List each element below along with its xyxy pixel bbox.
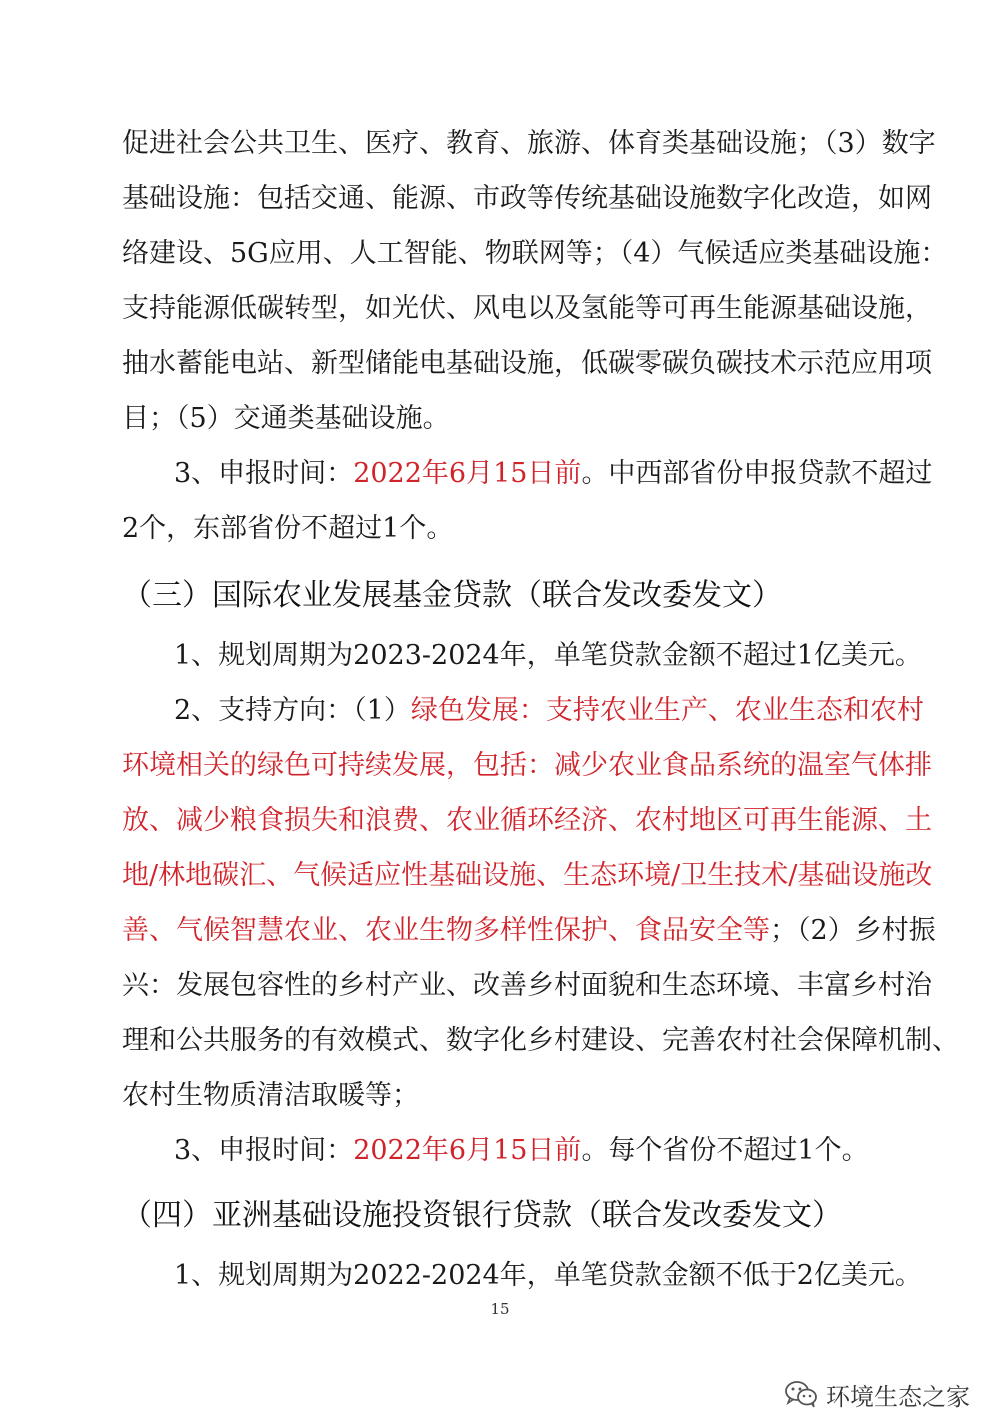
page-number: 15 <box>490 1300 510 1318</box>
watermark-text: 环境生态之家 <box>826 1382 970 1411</box>
deadline-line <box>174 454 933 494</box>
deadline-label: 3、申报时间： <box>174 458 354 489</box>
text-line: 促进社会公共卫生、医疗、教育、旅游、体育类基础设施；（3）数字 <box>122 128 936 159</box>
text-line <box>122 911 936 951</box>
deadline-note: 。每个省份不超过1个。 <box>581 1135 869 1166</box>
text-line: 支持能源低碳转型，如光伏、风电以及氢能等可再生能源基础设施， <box>122 293 932 324</box>
highlight-line: 环境相关的绿色可持续发展，包括：减少农业食品系统的温室气体排 <box>122 750 932 781</box>
highlight-text: 绿色发展：支持农业生产、农业生态和农村 <box>410 695 924 726</box>
support-direction-label: 2、支持方向：（1） <box>174 695 411 726</box>
text-segment: ；（2）乡村振 <box>770 915 936 946</box>
text-line: 1、规划周期为2023-2024年，单笔贷款金额不超过1亿美元。 <box>174 640 922 671</box>
text-line: 兴：发展包容性的乡村产业、改善乡村面貌和生态环境、丰富乡村治 <box>122 970 932 1001</box>
text-line: 基础设施：包括交通、能源、市政等传统基础设施数字化改造，如网 <box>122 183 932 214</box>
section-heading-4: （四）亚洲基础设施投资银行贷款（联合发改委发文） <box>122 1198 842 1233</box>
text-line: 抽水蓄能电站、新型储能电基础设施，低碳零碳负碳技术示范应用项 <box>122 348 932 379</box>
deadline-date: 2022年6月15日前 <box>353 458 582 489</box>
deadline-note: 。中西部省份申报贷款不超过 <box>581 458 933 489</box>
highlight-line: 放、减少粮食损失和浪费、农业循环经济、农村地区可再生能源、土 <box>122 805 932 836</box>
text-line: 目；（5）交通类基础设施。 <box>122 403 450 434</box>
wechat-icon <box>784 1379 818 1409</box>
highlight-text: 善、气候智慧农业、农业生物多样性保护、食品安全等 <box>122 915 770 946</box>
highlight-line: 地/林地碳汇、气候适应性基础设施、生态环境/卫生技术/基础设施改 <box>122 860 933 891</box>
deadline-line <box>174 1131 882 1171</box>
text-line: 络建设、5G应用、人工智能、物联网等；（4）气候适应类基础设施： <box>122 238 948 269</box>
deadline-date: 2022年6月15日前 <box>353 1135 582 1166</box>
watermark <box>784 1376 970 1412</box>
deadline-label: 3、申报时间： <box>174 1135 354 1166</box>
section-heading-3: （三）国际农业发展基金贷款（联合发改委发文） <box>122 578 782 613</box>
text-line: 农村生物质清洁取暖等； <box>122 1080 419 1111</box>
text-line: 理和公共服务的有效模式、数字化乡村建设、完善农村社会保障机制、 <box>122 1025 959 1056</box>
text-line: 1、规划周期为2022-2024年，单笔贷款金额不低于2亿美元。 <box>174 1260 922 1291</box>
support-direction-line <box>174 691 924 731</box>
text-line: 2个，东部省份不超过1个。 <box>122 513 454 544</box>
